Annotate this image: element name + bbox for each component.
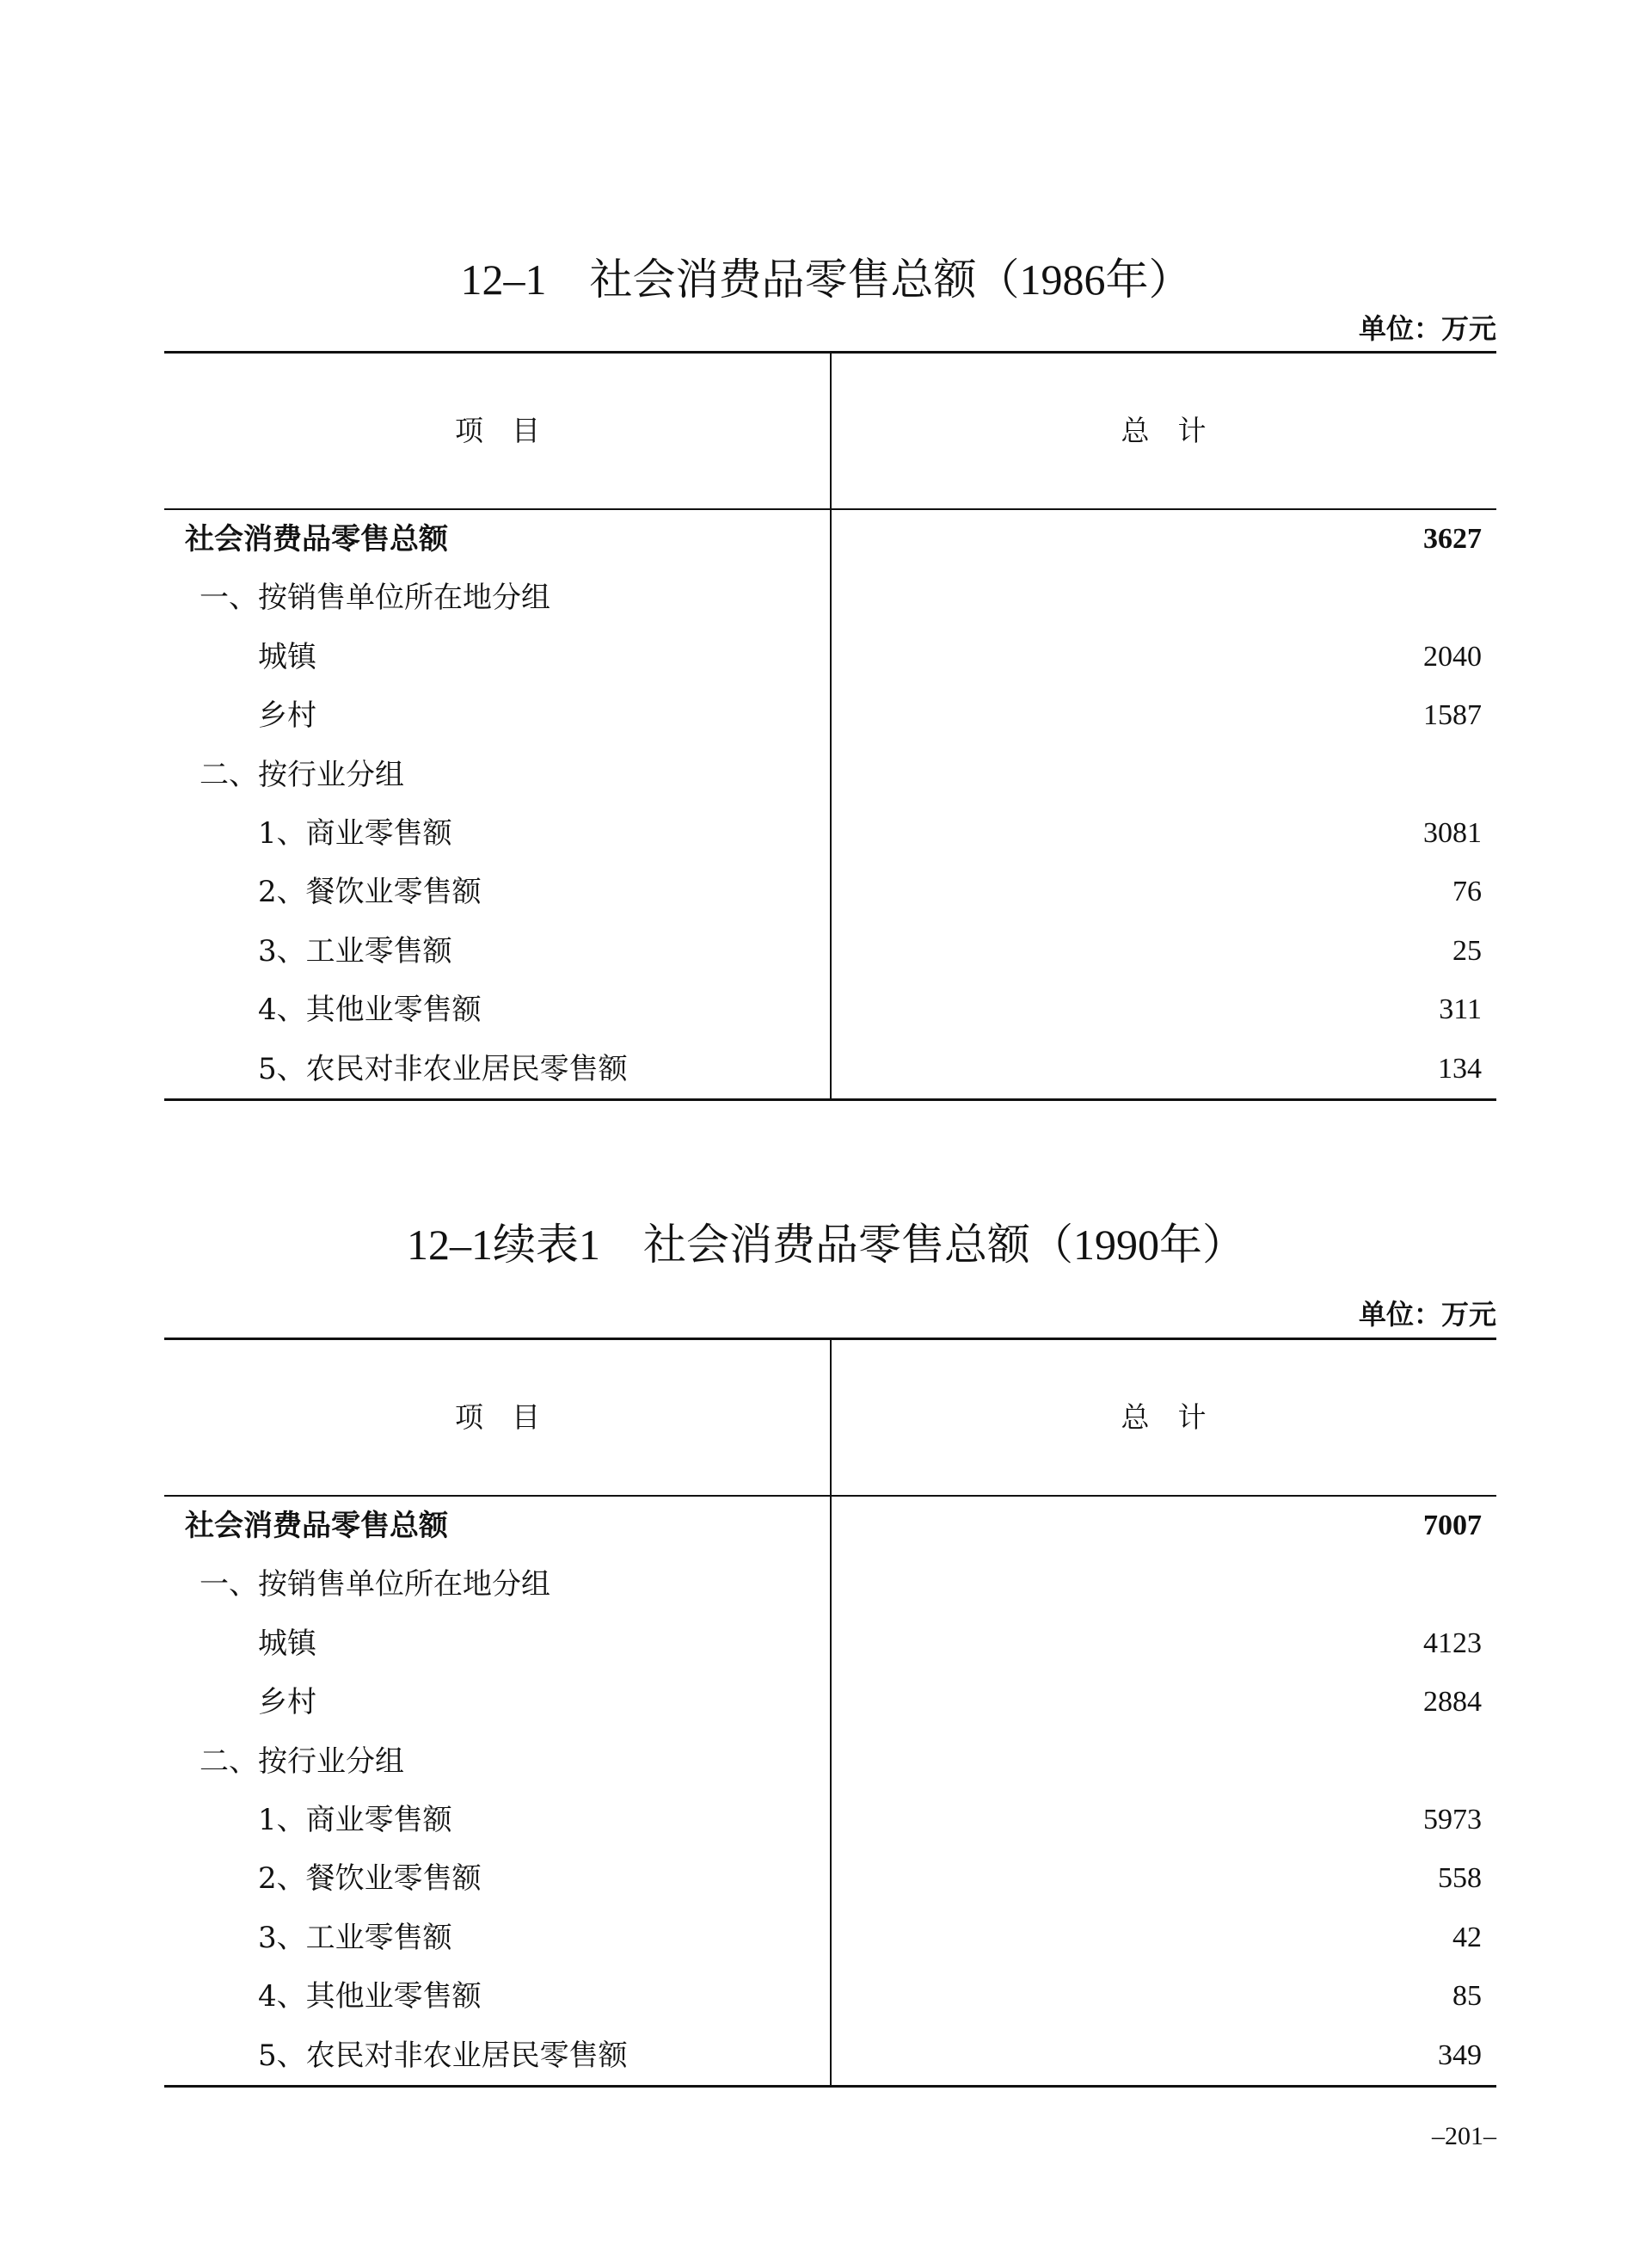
row-value: 3627 (1423, 523, 1482, 555)
row-label: 1、商业零售额 (258, 815, 452, 851)
row-value: 5973 (1423, 1803, 1482, 1836)
row-value: 25 (1452, 934, 1482, 967)
data-table (164, 351, 1496, 1101)
data-table (164, 1338, 1496, 2088)
row-label: 一、按销售单位所在地分组 (200, 1567, 550, 1602)
row-label: 3、工业零售额 (258, 933, 452, 969)
row-value: 2040 (1423, 640, 1482, 673)
row-label: 社会消费品零售总额 (185, 522, 448, 557)
header-total: 总 计 (1121, 1400, 1207, 1434)
row-value: 76 (1452, 876, 1482, 908)
row-value: 134 (1438, 1052, 1482, 1085)
row-label: 2、餐饮业零售额 (258, 1861, 482, 1897)
row-value: 311 (1439, 993, 1482, 1026)
row-value-empty (831, 1732, 1496, 1791)
header-total: 总 计 (1121, 414, 1207, 447)
table-title: 12–1续表1 社会消费品零售总额（1990年） (407, 1221, 1245, 1269)
row-value-empty (831, 569, 1496, 627)
row-value-empty (831, 746, 1496, 804)
row-label: 乡村 (258, 698, 316, 734)
column-divider (830, 1340, 832, 2085)
row-label: 5、农民对非农业居民零售额 (258, 1051, 628, 1086)
table-title: 12–1 社会消费品零售总额（1986年） (460, 255, 1192, 304)
row-label: 二、按行业分组 (200, 757, 404, 792)
row-label: 4、其他业零售额 (258, 1979, 482, 2014)
unit-label: 单位：万元 (1358, 312, 1496, 345)
row-label: 一、按销售单位所在地分组 (200, 581, 550, 616)
row-value: 558 (1438, 1862, 1482, 1895)
row-label: 乡村 (258, 1685, 316, 1720)
row-value: 4123 (1423, 1627, 1482, 1659)
row-value: 85 (1452, 1980, 1482, 2013)
row-label: 2、餐饮业零售额 (258, 875, 482, 910)
row-value: 42 (1452, 1921, 1482, 1953)
row-value: 349 (1438, 2039, 1482, 2071)
row-label: 5、农民对非农业居民零售额 (258, 2038, 628, 2073)
row-label: 3、工业零售额 (258, 1920, 452, 1955)
row-value-empty (831, 1555, 1496, 1614)
row-label: 城镇 (258, 1626, 316, 1661)
row-label: 城镇 (258, 639, 316, 674)
row-value: 1587 (1423, 699, 1482, 732)
row-label: 二、按行业分组 (200, 1743, 404, 1779)
row-value: 7007 (1423, 1510, 1482, 1541)
row-value: 2884 (1423, 1686, 1482, 1719)
header-item: 项 目 (455, 1400, 540, 1434)
header-item: 项 目 (455, 414, 540, 447)
row-value: 3081 (1423, 816, 1482, 849)
row-label: 4、其他业零售额 (258, 993, 482, 1028)
column-divider (830, 354, 832, 1098)
row-label: 1、商业零售额 (258, 1802, 452, 1837)
unit-label: 单位：万元 (1358, 1298, 1496, 1331)
row-label: 社会消费品零售总额 (185, 1509, 448, 1543)
page-number: –201– (1432, 2122, 1496, 2150)
